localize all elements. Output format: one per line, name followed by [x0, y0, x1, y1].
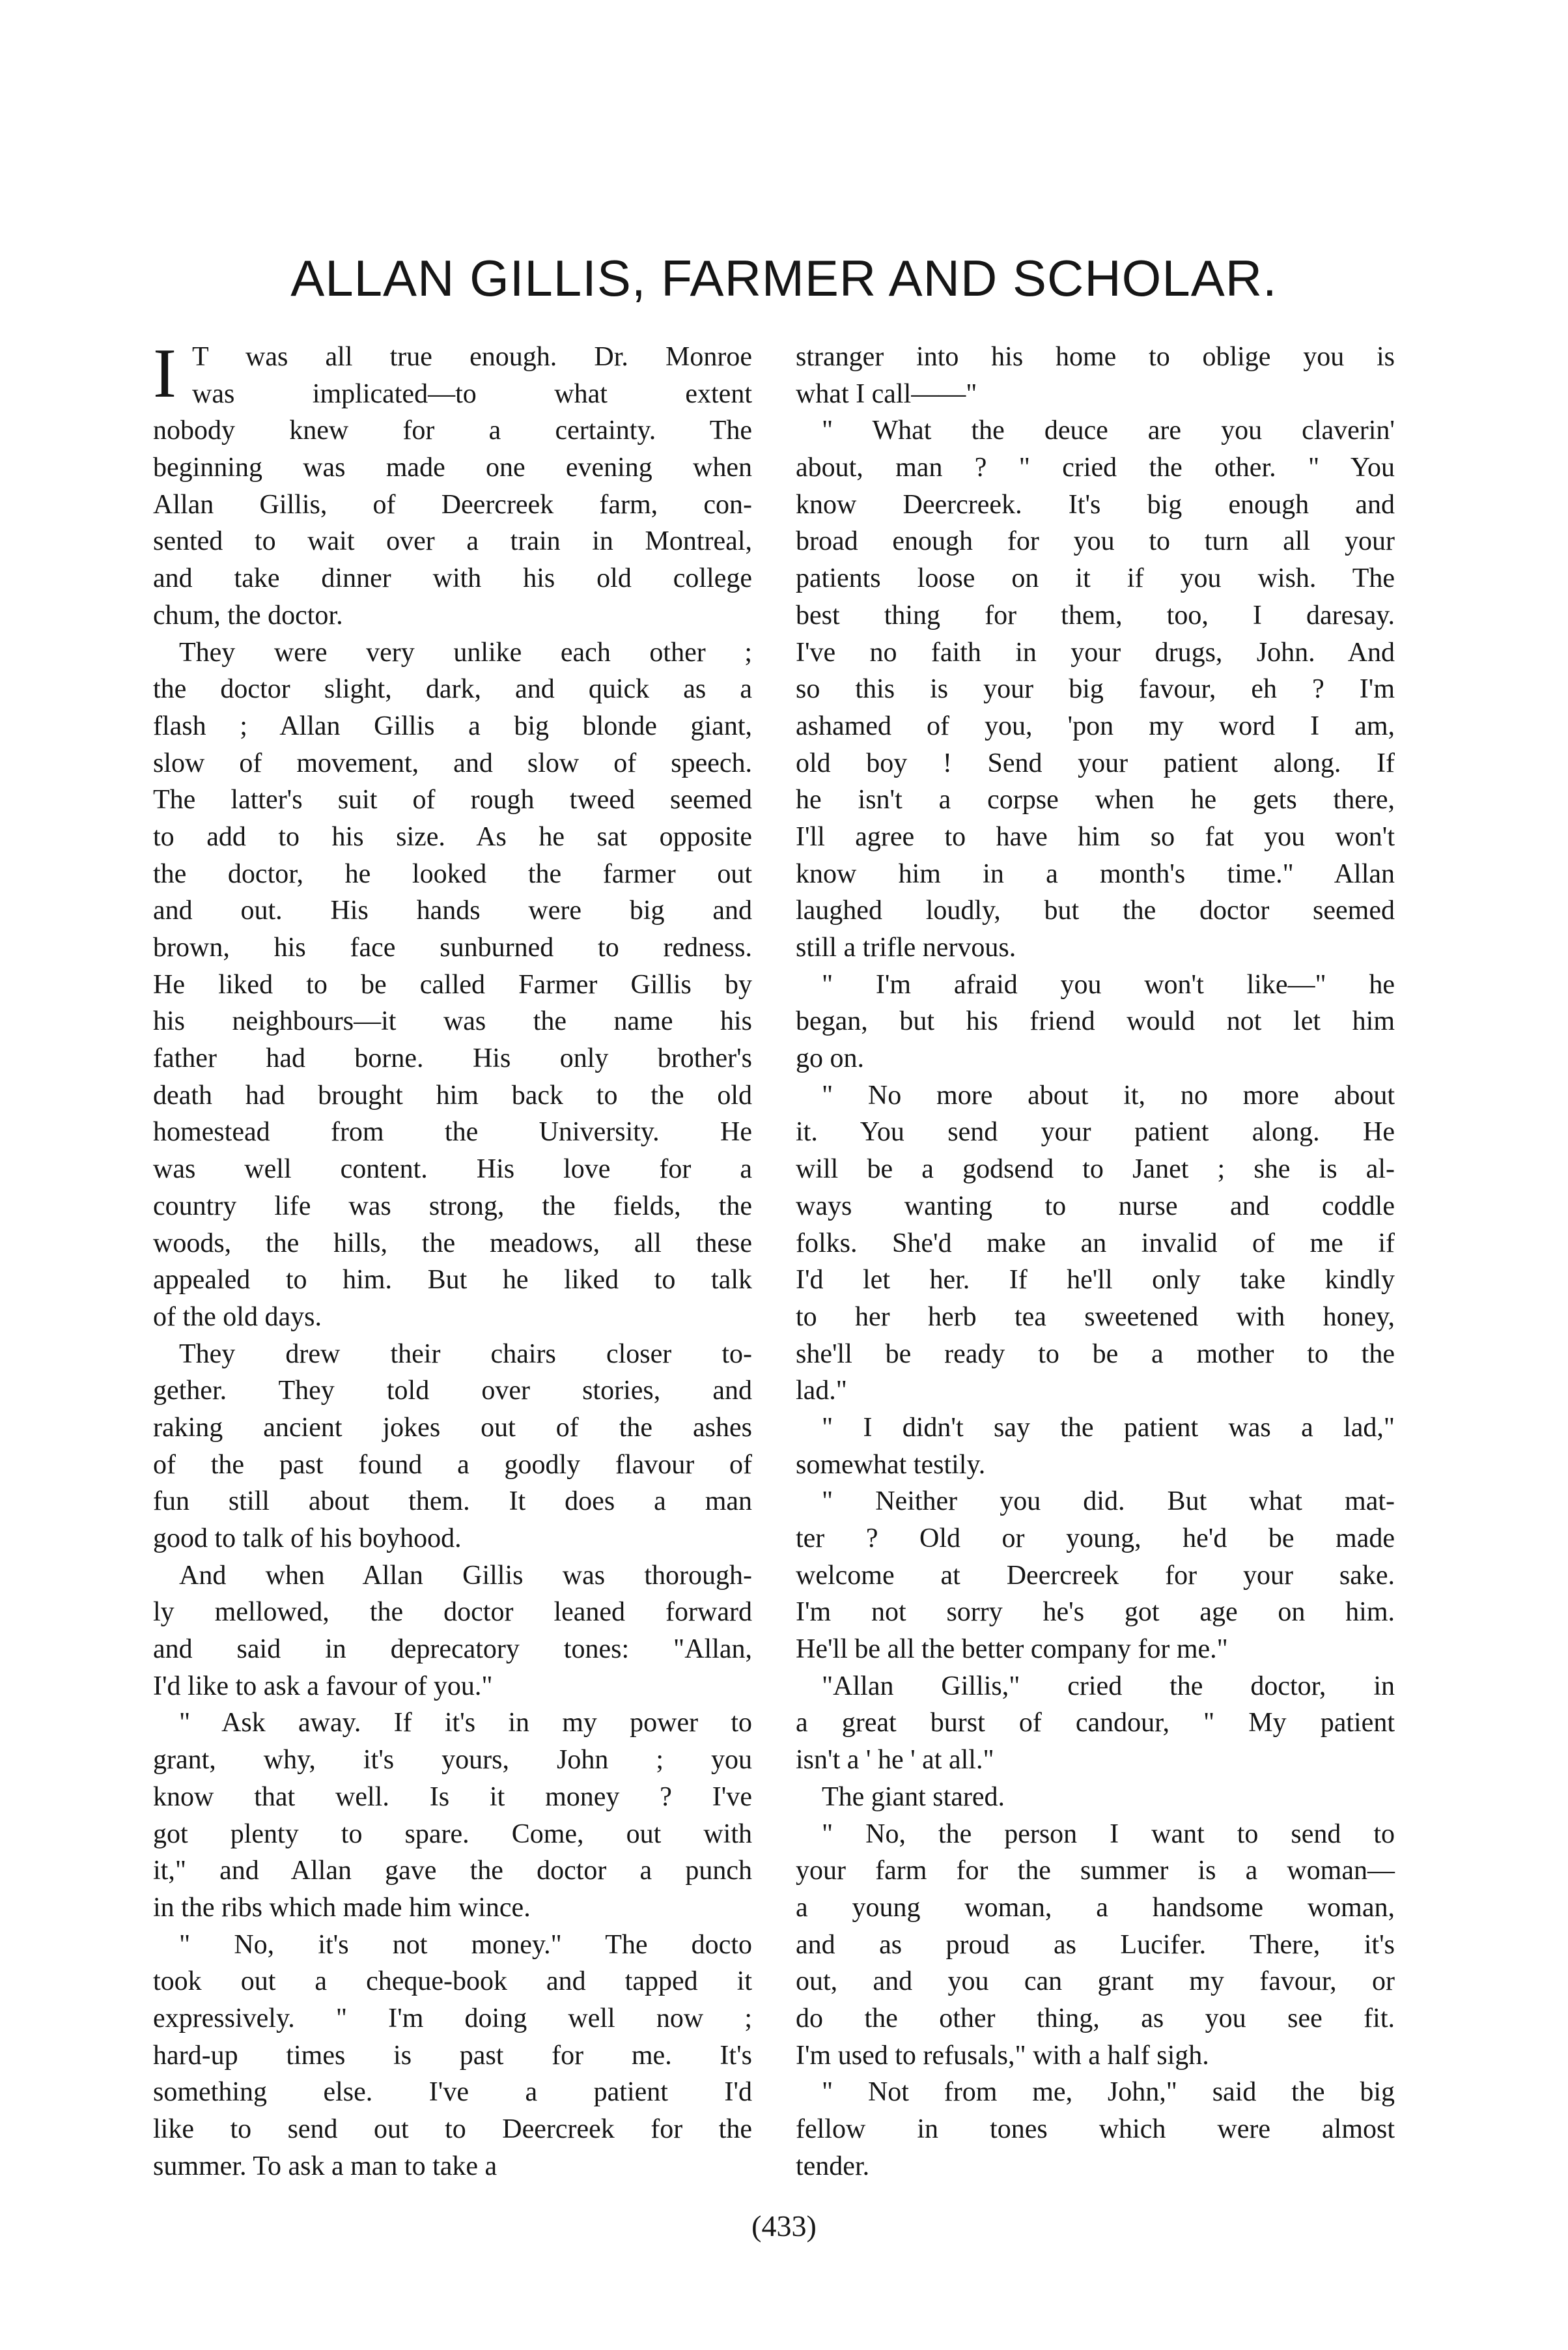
text-line: I'd like to ask a favour of you." [153, 1671, 493, 1701]
text-line: flash ; Allan Gillis a big blonde giant, [153, 711, 752, 741]
text-line: do the other thing, as you see fit. [796, 2003, 1395, 2033]
text-line: The giant stared. [822, 1781, 1005, 1812]
text-line: and said in deprecatory tones: "Allan, [153, 1634, 752, 1665]
text-line: death had brought him back to the old [153, 1080, 752, 1111]
text-line: He'll be all the better company for me." [796, 1634, 1228, 1665]
text-line: I'm not sorry he's got age on him. [796, 1597, 1395, 1628]
text-line: lad." [796, 1376, 847, 1406]
text-line: slow of movement, and slow of speech. [153, 748, 752, 778]
text-line: broad enough for you to turn all your [796, 526, 1395, 557]
text-line: it," and Allan gave the doctor a punch [153, 1856, 752, 1886]
text-line: welcome at Deercreek for your sake. [796, 1560, 1395, 1591]
text-line: Allan Gillis, of Deercreek farm, con- [153, 489, 752, 520]
text-line: your farm for the summer is a woman— [796, 1856, 1395, 1886]
text-line: got plenty to spare. Come, out with [153, 1819, 752, 1849]
text-line: and take dinner with his old college [153, 563, 752, 594]
text-line: chum, the doctor. [153, 600, 343, 630]
text-line: of the past found a goodly flavour of [153, 1449, 752, 1480]
text-line: I'm used to refusals," with a half sigh. [796, 2040, 1209, 2071]
text-line: tender. [796, 2151, 870, 2181]
text-line: ways wanting to nurse and coddle [796, 1191, 1395, 1221]
text-line: in the ribs which made him wince. [153, 1892, 531, 1923]
text-line: about, man ? " cried the other. " You [796, 453, 1395, 483]
text-line: still a trifle nervous. [796, 933, 1016, 963]
text-line: to her herb tea sweetened with honey, [796, 1301, 1395, 1332]
text-line: country life was strong, the fields, the [153, 1191, 752, 1221]
text-line: " What the deuce are you claverin' [822, 416, 1395, 446]
text-line: patients loose on it if you wish. The [796, 563, 1395, 594]
text-line: she'll be ready to be a mother to the [796, 1338, 1395, 1369]
text-line: hard-up times is past for me. It's [153, 2040, 752, 2071]
text-line: of the old days. [153, 1301, 322, 1332]
text-line: he isn't a corpse when he gets there, [796, 785, 1395, 815]
text-line: "Allan Gillis," cried the doctor, in [822, 1671, 1395, 1701]
text-line: I'd let her. If he'll only take kindly [796, 1265, 1395, 1295]
text-line: " I didn't say the patient was a lad," [822, 1412, 1395, 1443]
text-line: so this is your big favour, eh ? I'm [796, 674, 1395, 705]
text-line: nobody knew for a certainty. The [153, 416, 752, 446]
text-line: They were very unlike each other ; [179, 637, 752, 668]
text-line: I've no faith in your drugs, John. And [796, 637, 1395, 668]
text-line: brown, his face sunburned to redness. [153, 933, 752, 963]
text-line: gether. They told over stories, and [153, 1376, 752, 1406]
text-line: old boy ! Send your patient along. If [796, 748, 1395, 778]
text-line: " No, it's not money." The docto [179, 1929, 752, 1960]
text-line: fellow in tones which were almost [796, 2114, 1395, 2144]
text-line: " Ask away. If it's in my power to [179, 1708, 752, 1738]
text-line: T was all true enough. Dr. Monroe [192, 342, 752, 372]
text-line: expressively. " I'm doing well now ; [153, 2003, 752, 2033]
text-line: He liked to be called Farmer Gillis by [153, 969, 752, 1000]
text-line: fun still about them. It does a man [153, 1486, 752, 1517]
text-line: know him in a month's time." Allan [796, 858, 1395, 889]
text-line: his neighbours—it was the name his [153, 1006, 752, 1037]
text-line: isn't a ' he ' at all." [796, 1745, 994, 1776]
text-line: ly mellowed, the doctor leaned forward [153, 1597, 752, 1628]
text-line: what I call——" [796, 378, 977, 409]
text-line: like to send out to Deercreek for the [153, 2114, 752, 2144]
text-line: I'll agree to have him so fat you won't [796, 821, 1395, 852]
text-line: a young woman, a handsome woman, [796, 1892, 1395, 1923]
text-line: took out a cheque-book and tapped it [153, 1966, 752, 1997]
text-line: folks. She'd make an invalid of me if [796, 1228, 1395, 1258]
text-line: know that well. Is it money ? I've [153, 1781, 752, 1812]
text-line: ter ? Old or young, he'd be made [796, 1523, 1395, 1553]
text-line: " No, the person I want to send to [822, 1819, 1395, 1849]
right-column [796, 339, 1395, 2185]
text-line: beginning was made one evening when [153, 453, 752, 483]
text-line: the doctor, he looked the farmer out [153, 858, 752, 889]
text-line: the doctor slight, dark, and quick as a [153, 674, 752, 705]
text-line: appealed to him. But he liked to talk [153, 1265, 752, 1295]
text-line: " No more about it, no more about [822, 1080, 1395, 1111]
page-number: (433) [751, 2209, 817, 2243]
text-line: sented to wait over a train in Montreal, [153, 526, 752, 557]
text-line: go on. [796, 1043, 864, 1074]
text-line: ashamed of you, 'pon my word I am, [796, 711, 1395, 741]
text-line: somewhat testily. [796, 1449, 986, 1480]
text-line: " I'm afraid you won't like—" he [822, 969, 1395, 1000]
text-line: grant, why, it's yours, John ; you [153, 1745, 752, 1776]
text-line: raking ancient jokes out of the ashes [153, 1412, 752, 1443]
text-line: homestead from the University. He [153, 1117, 752, 1148]
drop-cap: I [153, 335, 176, 412]
text-line: And when Allan Gillis was thorough- [179, 1560, 752, 1591]
text-line: out, and you can grant my favour, or [796, 1966, 1395, 1997]
text-line: something else. I've a patient I'd [153, 2077, 752, 2108]
text-line: it. You send your patient along. He [796, 1117, 1395, 1148]
text-line: good to talk of his boyhood. [153, 1523, 462, 1553]
text-line: The latter's suit of rough tweed seemed [153, 785, 752, 815]
text-line: was implicated—to what extent [192, 378, 752, 409]
text-line: father had borne. His only brother's [153, 1043, 752, 1074]
text-line: " Neither you did. But what mat- [822, 1486, 1395, 1517]
text-line: was well content. His love for a [153, 1154, 752, 1185]
text-line: a great burst of candour, " My patient [796, 1708, 1395, 1738]
text-line: woods, the hills, the meadows, all these [153, 1228, 752, 1258]
left-column [153, 335, 752, 2185]
page-title: ALLAN GILLIS, FARMER AND SCHOLAR. [290, 249, 1278, 307]
text-line: They drew their chairs closer to- [179, 1338, 752, 1369]
text-line: summer. To ask a man to take a [153, 2151, 497, 2181]
text-line: stranger into his home to oblige you is [796, 342, 1395, 372]
text-line: laughed loudly, but the doctor seemed [796, 896, 1395, 926]
text-line: began, but his friend would not let him [796, 1006, 1395, 1037]
text-line: and as proud as Lucifer. There, it's [796, 1929, 1395, 1960]
text-line: and out. His hands were big and [153, 896, 752, 926]
text-line: to add to his size. As he sat opposite [153, 821, 752, 852]
text-line: best thing for them, too, I daresay. [796, 600, 1395, 630]
text-line: " Not from me, John," said the big [822, 2077, 1395, 2108]
text-line: know Deercreek. It's big enough and [796, 489, 1395, 520]
text-line: will be a godsend to Janet ; she is al- [796, 1154, 1395, 1185]
